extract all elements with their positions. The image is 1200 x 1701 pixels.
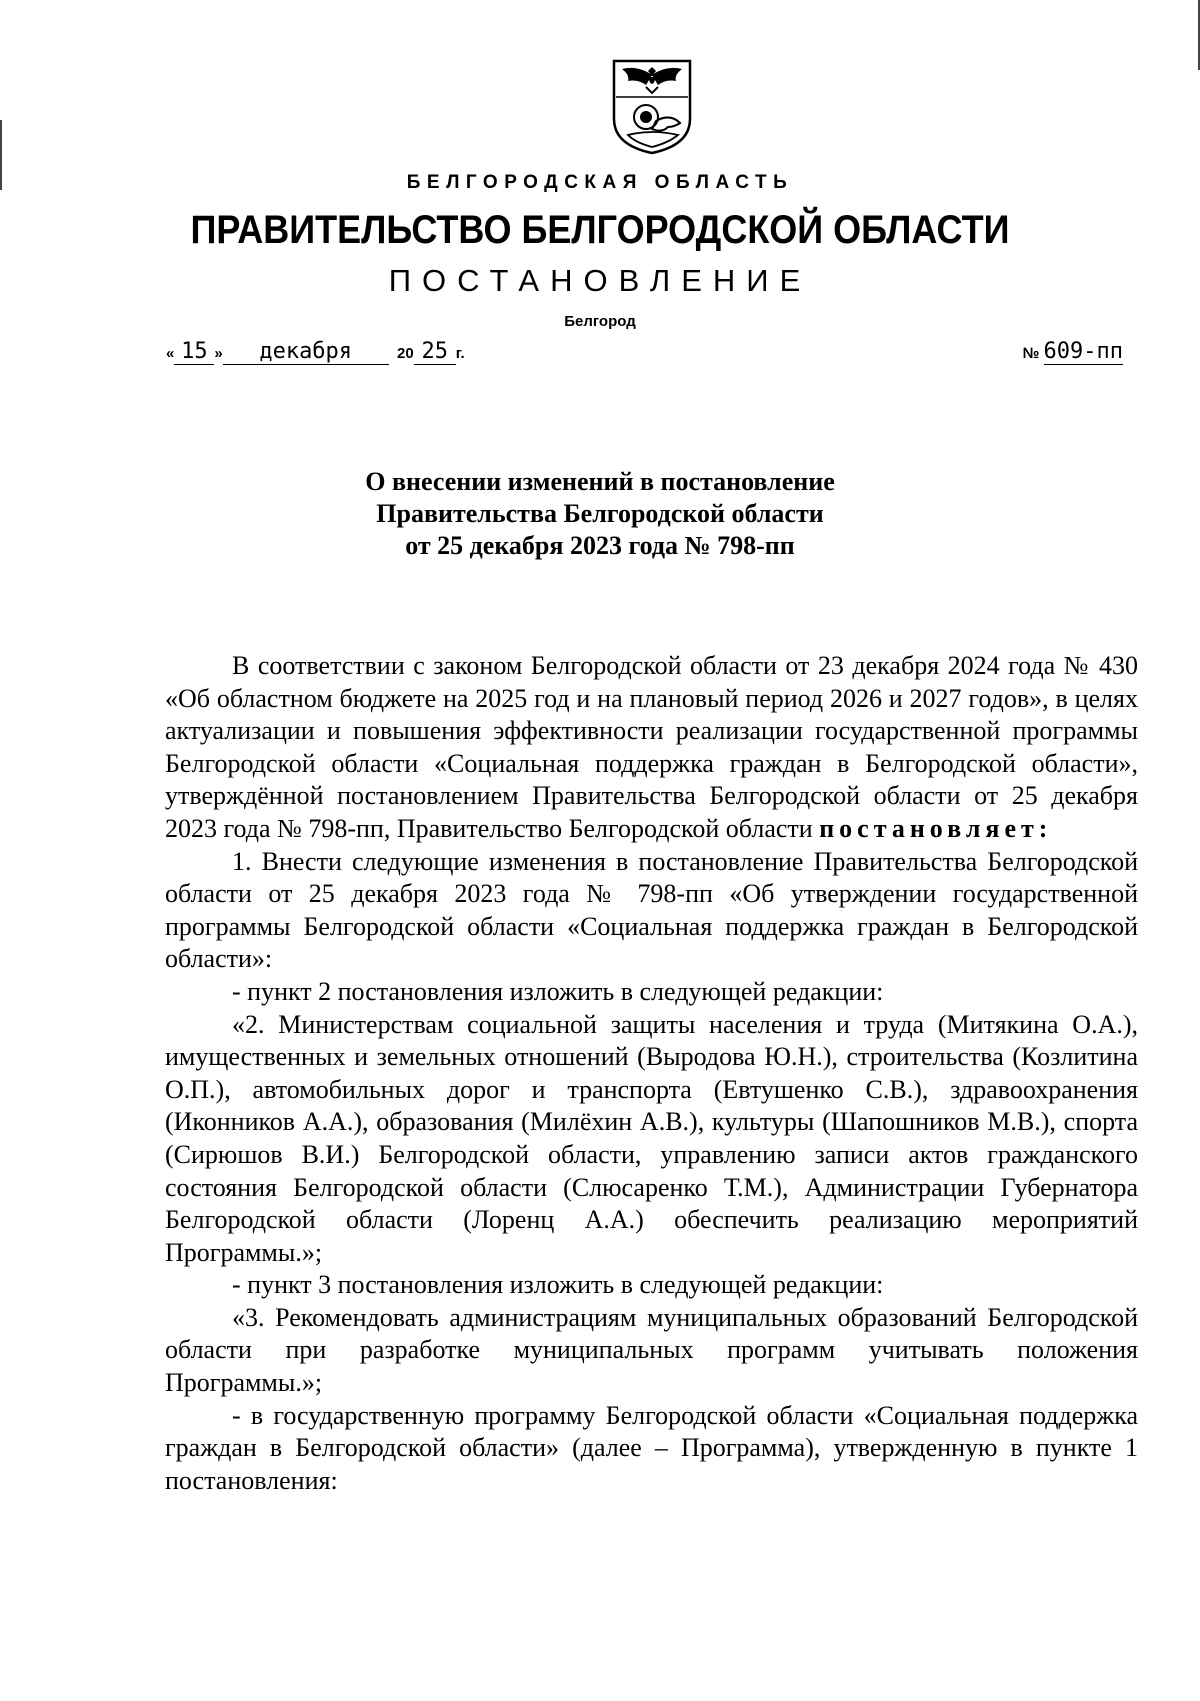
number-value: 609-пп <box>1043 339 1123 364</box>
document-body <box>165 650 1138 1497</box>
preamble-text: В соответствии с законом Белгородской области от 23 декабря 2024 года № 430 «Об областном бюджете на 2025 год и на плановый период 2026 и 2027 годов», в целях актуализации и повышения эффективности реализации государственной программы Белгородской области «Социальная поддержка граждан в Белгородской области», утверждённой постановлением Правительства Белгородской области от 25 декабря 2023 года № 798-пп, Правительство Белгородской области <box>165 651 1138 843</box>
date-year-mark: г. <box>455 345 465 362</box>
date-month: декабря <box>223 339 389 365</box>
date-open-quote: « <box>166 345 175 362</box>
document-type: ПОСТАНОВЛЕНИЕ <box>388 263 812 298</box>
government-name: ПРАВИТЕЛЬСТВО БЕЛГОРОДСКОЙ ОБЛАСТИ <box>190 208 1010 252</box>
date-year-suffix: 25 <box>414 339 456 365</box>
paragraph-2: - пункт 2 постановления изложить в следующей редакции: <box>232 976 884 1006</box>
region-name: БЕЛГОРОДСКАЯ ОБЛАСТЬ <box>406 172 794 193</box>
paragraph-4: - пункт 3 постановления изложить в следующей редакции: <box>232 1270 884 1300</box>
title-line-1: О внесении изменений в постановление <box>365 467 835 496</box>
preamble-paragraph <box>165 650 1138 846</box>
coat-of-arms-emblem <box>608 57 696 155</box>
paragraph-5: «3. Рекомендовать администрациям муниципальных образований Белгородской области при разработке муниципальных программ учитывать положения Программы.»; <box>165 1302 1138 1398</box>
paragraph-6: - в государственную программу Белгородской области «Социальная поддержка граждан в Белгородской области» (далее – Программа), утвержденную в пункте 1 постановления: <box>165 1400 1138 1495</box>
title-line-2: Правительства Белгородской области <box>376 499 824 528</box>
date-day: 15 <box>174 339 214 365</box>
document-date <box>166 339 465 365</box>
date-close-quote: » <box>214 345 223 362</box>
title-line-3: от 25 декабря 2023 года № 798-пп <box>405 531 795 560</box>
resolves-word: постановляет: <box>819 813 1053 843</box>
date-year-prefix: 20 <box>397 345 414 362</box>
paragraph-3: «2. Министерствам социальной защиты населения и труда (Митякина О.А.), имущественных и земельных отношений (Выродова Ю.Н.), строительства (Козлитина О.П.), автомобильных дорог и транспорта (Евтушенко С.В.), здравоохранения (Иконников А.А.), образования (Милёхин А.В.), культуры (Шапошников М.В.), спорта (Сирюшов В.И.) Белгородской области, управлению записи актов гражданского состояния Белгородской области (Слюсаренко Т.М.), Администрации Губернатора Белгородской области (Лоренц А.А.) обеспечить реализацию мероприятий Программы.»; <box>165 1009 1138 1267</box>
document-number <box>1023 339 1123 364</box>
city-name: Белгород <box>564 313 636 330</box>
paragraph-1: 1. Внести следующие изменения в постановление Правительства Белгородской области от 25 декабря 2023 года № 798-пп «Об утверждении государственной программы Белгородской области «Социальная поддержка граждан в Белгородской области»: <box>165 846 1138 974</box>
document-title <box>0 466 1200 562</box>
number-prefix: № <box>1022 345 1040 362</box>
